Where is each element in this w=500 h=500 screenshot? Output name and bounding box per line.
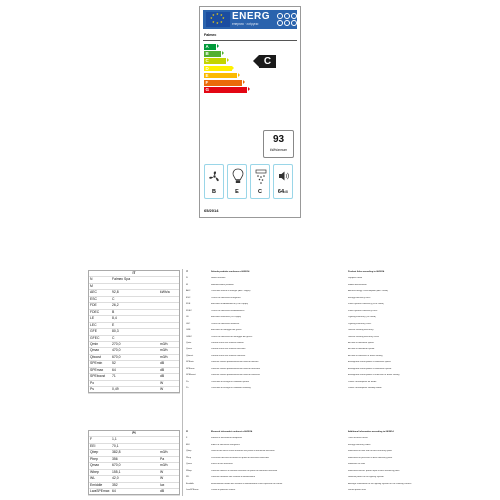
row-description-en: Lighting Efficiency (LE hood) — [348, 316, 376, 319]
row-code: SPEboost — [90, 374, 106, 379]
speaker-icon — [278, 170, 290, 182]
grease-filter-box — [250, 164, 270, 199]
row-code: FDEC — [90, 309, 100, 314]
circle-icon — [291, 20, 297, 26]
row-code: LE — [186, 316, 189, 319]
row-code: FDE — [186, 303, 191, 306]
row-code: SPEmax — [90, 367, 104, 372]
row-code: GFE — [186, 329, 191, 332]
row-value: E — [112, 322, 115, 327]
row-description-it: Potenza sonora ponderata A alla velocità minima — [211, 361, 259, 364]
row-code: M — [186, 283, 188, 286]
row-value: 92,8 — [112, 290, 119, 295]
row-unit: W — [160, 387, 164, 392]
row-value: 1,1 — [112, 437, 117, 442]
row-description-en: Fluid Dynamic Efficiency class — [348, 309, 378, 312]
energy-consumption-box — [263, 130, 294, 158]
circle-icon — [284, 20, 290, 26]
row-description-en: Annual Energy Consumption (AEC hood) — [348, 290, 388, 293]
row-code: EEI — [90, 443, 96, 448]
row-code: F — [90, 437, 93, 442]
divider — [203, 40, 297, 41]
row-code: WL — [186, 476, 190, 479]
energy-consumption-value: 93 — [272, 134, 285, 145]
row-description-en: Air flow at intensive or boost setting — [348, 354, 383, 357]
row-unit: m3/h — [160, 450, 168, 455]
row-value: 70,1 — [112, 443, 119, 448]
row-description-en: Power consumption standby mode — [348, 387, 382, 390]
row-description-it: Consumo di energia in modalità spenta — [211, 380, 249, 383]
row-description-it: Potenza nominale del sistema d'illuminazione — [211, 476, 256, 479]
row-description-en: Grease Filtering Efficiency class — [348, 335, 380, 338]
row-value: 64 — [112, 367, 116, 372]
row-description-en: Sound power level — [348, 489, 366, 492]
row-unit: m3/h — [160, 463, 168, 468]
row-value: 71 — [112, 374, 116, 379]
row-unit: dB — [160, 361, 165, 366]
row-code: Qboost — [90, 354, 101, 359]
row-value: 0,49 — [112, 387, 119, 392]
brand-name: Falmec — [204, 33, 217, 37]
row-code: Emiddle — [186, 482, 194, 485]
row-description-en: Measured electric power input at best efficiency point — [348, 469, 400, 472]
energy-class-bar-a: A — [204, 44, 216, 50]
row-code: FDE — [90, 303, 97, 308]
row-value: 52 — [112, 361, 116, 366]
row-unit: lux — [160, 482, 165, 487]
row-description-it: Fattore di incremento temporale — [211, 437, 243, 440]
row-code: Qbep — [186, 450, 192, 453]
row-code: Po — [90, 380, 95, 385]
row-code: GFEC — [186, 335, 193, 338]
column-divider — [182, 269, 183, 496]
table-frame — [88, 270, 180, 393]
row-description-it: Portata d'aria alla velocità intensiva — [211, 354, 246, 357]
row-code: LEC — [186, 322, 191, 325]
circle-icon — [277, 20, 283, 26]
row-code: Ps — [90, 387, 94, 392]
row-description-it: Livello di potenza sonora — [211, 489, 236, 492]
energy-class-bar-b: B — [204, 51, 221, 57]
row-unit: dB — [160, 489, 165, 494]
energy-class-bar-f: F — [204, 80, 242, 86]
row-unit: dB — [160, 374, 165, 379]
noise-value: 64dB — [277, 189, 289, 195]
row-code: Pbep — [90, 456, 98, 461]
column-code-header: PI — [186, 431, 189, 433]
energy-class-bar-e: E — [204, 73, 237, 79]
energ-title: ENERG — [232, 11, 271, 22]
row-code: Qbep — [90, 450, 99, 455]
row-description-it: Efficienza luminosa (LE cappa) — [211, 316, 242, 319]
row-code: Qmin — [186, 341, 192, 344]
row-description-it: Velocità del flusso d'aria misurata nel punto di efficienza massima — [211, 450, 275, 453]
lighting-class: E — [235, 189, 239, 195]
row-description-en: Fluid Dynamic Efficiency (FDE hood) — [348, 303, 384, 306]
row-description-en: Measured air flow rate at best efficiency point — [348, 450, 392, 453]
row-unit: W — [160, 380, 164, 385]
row-code: WL — [90, 476, 96, 481]
row-description-it: Efficienza di filtraggio dei grassi — [211, 329, 242, 332]
rating-arrow: C — [259, 55, 276, 68]
row-code: LwaSPEmax — [186, 489, 199, 492]
row-description-en: A-weighted sound power at minimum speed — [348, 361, 391, 364]
row-description-it: Illuminazione media del sistema di illuminazione sulla superficie di cottura — [211, 482, 283, 485]
row-description-it: Pressione dell'aria misurata nel punto di efficienza massima — [211, 456, 269, 459]
regulation-number: 65/2014 — [204, 208, 219, 213]
fan-icon — [208, 170, 221, 183]
row-code: SPEboost — [186, 374, 196, 377]
row-value: 270,0 — [112, 341, 121, 346]
row-code: Qmax — [186, 463, 192, 466]
row-description-en: Grease Filtering Efficiency — [348, 329, 374, 332]
row-description-en: Lighting Efficiency class — [348, 322, 372, 325]
row-code: GFEC — [90, 335, 100, 340]
row-description-en: Energy efficiency index — [348, 443, 371, 446]
row-description-en: Maximum air flow — [348, 463, 366, 466]
row-value: 352 — [112, 482, 118, 487]
row-description-en: A-weighted sound power at maximum speed — [348, 367, 392, 370]
row-unit: W — [160, 469, 164, 474]
column-it-header: Elementi informativi conformi a 66/2014 — [211, 431, 253, 433]
row-description-it: Potenza sonora ponderata A alla velocità intensiva — [211, 374, 260, 377]
row-code: LwaSPEmax — [90, 489, 110, 494]
row-code: M — [90, 283, 93, 288]
grease-filter-class: C — [258, 189, 262, 195]
row-unit: m3/h — [160, 354, 168, 359]
row-value: 356 — [112, 456, 118, 461]
column-it-header: Scheda prodotto conforme a 66/2014 — [211, 271, 250, 273]
fan-efficiency-box — [204, 164, 224, 199]
row-description-en: Air flow at maximum speed — [348, 348, 375, 351]
row-value: 42,0 — [112, 476, 119, 481]
row-code: F — [186, 437, 188, 440]
row-description-en: Measured air pressure at best efficiency point — [348, 456, 393, 459]
column-code-header: IT — [186, 271, 188, 273]
circle-icon — [291, 13, 297, 19]
row-code: AEC — [186, 290, 191, 293]
row-code: SPEmax — [186, 367, 195, 370]
lighting-efficiency-box — [227, 164, 247, 199]
row-code: Qmin — [90, 341, 99, 346]
energy-class-bar-d: D — [204, 66, 232, 72]
row-description-en: Air flow at minimum speed — [348, 341, 374, 344]
row-line — [88, 393, 180, 394]
row-code: SPEmin — [90, 361, 103, 366]
row-description-it: Consumo di energia in modalità stand-by — [211, 387, 251, 390]
row-description-it: Flusso d'aria massimo — [211, 463, 233, 466]
label-header — [203, 10, 297, 29]
row-code: Emiddle — [90, 482, 103, 487]
row-description-it: Potenza sonora ponderata A alla velocità massima — [211, 367, 261, 370]
row-description-en: A-weighted sound power at intensive or boost setting — [348, 374, 400, 377]
noise-box — [273, 164, 293, 199]
row-description-it: Potenza elettrica in entrata misurata nel punto di efficienza massima — [211, 469, 278, 472]
product-sheet — [0, 265, 500, 500]
row-description-en: Power consumption off mode — [348, 380, 377, 383]
row-description-it: Classe di efficienza energetica — [211, 296, 241, 299]
row-unit: Pa — [160, 456, 165, 461]
row-value: B — [112, 309, 115, 314]
row-code: Po — [186, 380, 189, 383]
row-description-en: Energy Efficiency class — [348, 296, 371, 299]
row-code: GFE — [90, 329, 97, 334]
row-value: 80,3 — [112, 329, 119, 334]
column-en-header: Product fiche according to 66/2014 — [348, 271, 385, 273]
energy-class-bar-c: C — [204, 58, 226, 64]
row-code: Wbep — [186, 469, 192, 472]
row-code: ESC — [90, 296, 97, 301]
row-code: Ps — [186, 387, 189, 390]
row-value: 26,2 — [112, 303, 119, 308]
row-code: AEC — [90, 290, 97, 295]
row-description-it: Portata d'aria alla velocità massima — [211, 348, 246, 351]
row-description-it: Indice di efficienza energetica — [211, 443, 240, 446]
row-code: N — [186, 277, 188, 280]
row-unit: m3/h — [160, 341, 168, 346]
row-description-en: Model identification — [348, 283, 367, 286]
row-description-it: Identificazione prodotto — [211, 283, 234, 286]
row-code: Qboost — [186, 354, 194, 357]
table-frame — [88, 430, 180, 495]
row-description-it: Classe di efficienza fluidodinamica — [211, 309, 245, 312]
row-code: SPEmin — [186, 361, 194, 364]
row-code: LE — [90, 316, 95, 321]
row-value: 8,4 — [112, 316, 117, 321]
row-code: Qmax — [90, 348, 100, 353]
row-value: 64 — [112, 489, 116, 494]
row-code: Qmax — [90, 463, 100, 468]
row-code: EEI — [186, 443, 190, 446]
row-description-it: Consumo annuo di energia (AEC cappa) — [211, 290, 251, 293]
row-value: Falmec Spa — [112, 277, 131, 282]
column-en-header: Additional information according to 66/2014 — [348, 431, 394, 433]
grease-filter-icon — [255, 169, 267, 185]
table-header: IT — [132, 271, 136, 275]
row-line — [88, 495, 180, 496]
row-unit: m3/h — [160, 348, 168, 353]
row-code: Qmax — [186, 348, 192, 351]
row-description-en: Supplier name — [348, 277, 363, 280]
row-value: 670,0 — [112, 463, 121, 468]
energ-languages: енергия · ενέργεια — [232, 22, 259, 26]
row-description-it: Nome fornitore — [211, 277, 226, 280]
row-unit: kWh/a — [160, 290, 170, 295]
row-value: 382,8 — [112, 450, 121, 455]
row-description-it: Efficienza fluidodinamica (FDE cappa) — [211, 303, 249, 306]
row-code: N — [90, 277, 93, 282]
eu-flag-icon: ★ ★ ★ ★ ★ ★ ★ ★ — [206, 12, 230, 27]
row-value: C — [112, 335, 115, 340]
circle-icon — [277, 13, 283, 19]
row-code: ESC — [186, 296, 191, 299]
row-description-it: Classe di efficienza del filtraggio dei grassi — [211, 335, 253, 338]
row-code: FDEC — [186, 309, 192, 312]
row-description-en: Average illumination of the lighting system on the cooking surface — [348, 482, 412, 485]
row-description-en: Nominal power of the lighting system — [348, 476, 384, 479]
row-value: 470,0 — [112, 348, 121, 353]
energy-label — [199, 6, 301, 218]
energy-consumption-unit: kWh/annum — [269, 148, 287, 152]
row-code: Wbep — [90, 469, 99, 474]
row-value: 670,0 — [112, 354, 121, 359]
row-description-en: Time increase factor — [348, 437, 368, 440]
row-description-it: Classe di efficienza luminosa — [211, 322, 240, 325]
row-description-it: Portata d'aria alla velocità minima — [211, 341, 244, 344]
row-unit: dB — [160, 367, 165, 372]
row-code: LEC — [90, 322, 97, 327]
energy-class-bar-g: G — [204, 87, 247, 93]
circle-icon — [284, 13, 290, 19]
fan-class: B — [212, 189, 216, 195]
table-header: PI — [132, 431, 136, 435]
row-unit: W — [160, 476, 164, 481]
row-value: 155,1 — [112, 469, 121, 474]
row-value: C — [112, 296, 115, 301]
bulb-icon — [232, 168, 244, 185]
row-code: Pbep — [186, 456, 192, 459]
